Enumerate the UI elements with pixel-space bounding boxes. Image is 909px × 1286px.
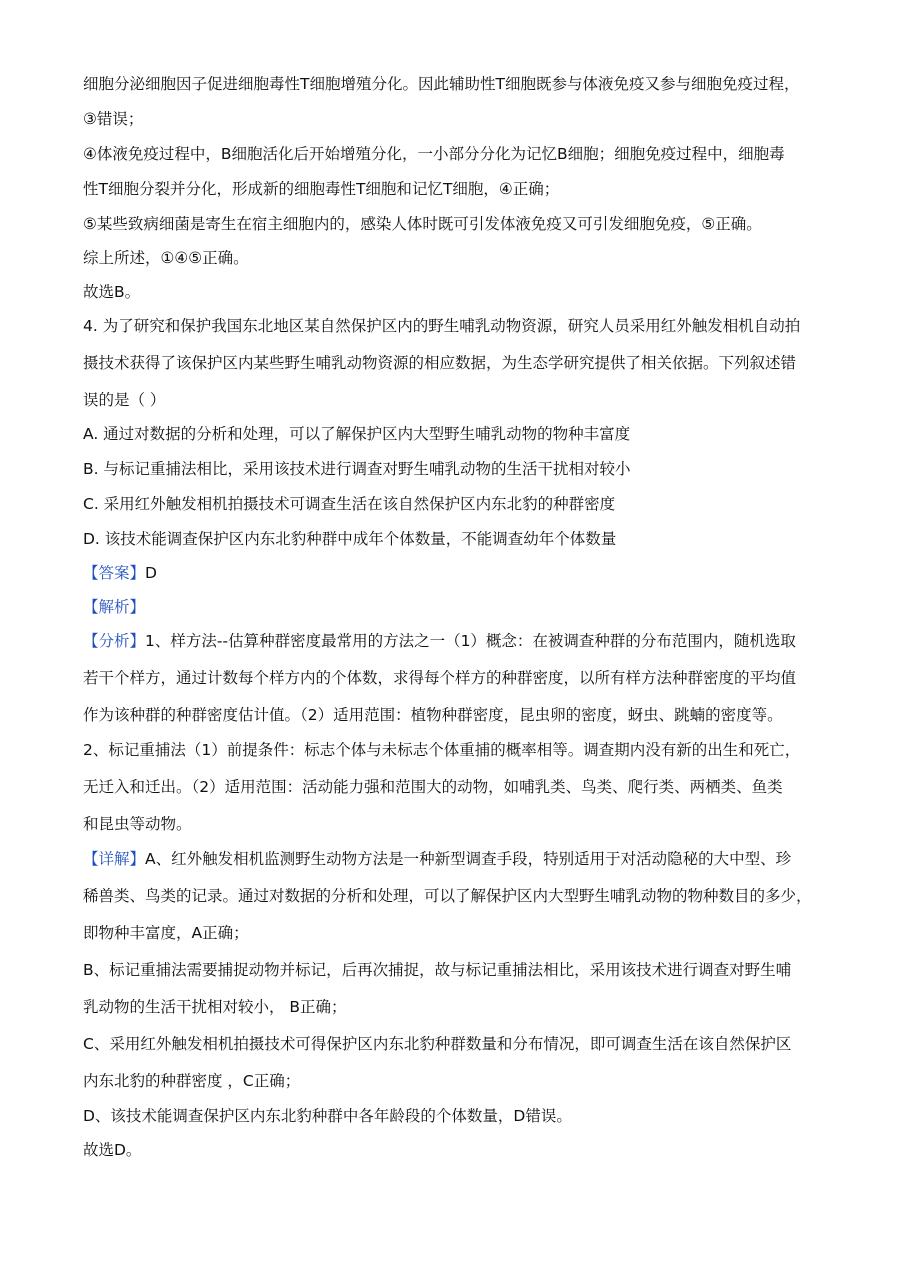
question-stem: 摄技术获得了该保护区内某些野生哺乳动物资源的相应数据，为生态学研究提供了相关依据。下列叙述错 xyxy=(83,354,797,372)
xiangjie-line: C、采用红外触发相机拍摄技术可得保护区内东北豹种群数量和分布情况，即可调查生活在该自然保护区 xyxy=(83,1035,792,1053)
fenxi-line: 和昆虫等动物。 xyxy=(83,815,192,833)
xiangjie-line: 乳动物的生活干扰相对较小， B正确； xyxy=(83,998,347,1016)
option-c: C. 采用红外触发相机拍摄技术可调查生活在该自然保护区内东北豹的种群密度 xyxy=(83,495,616,513)
xiangjie-tag: 【详解】 xyxy=(83,850,146,868)
xiangjie-line: 即物种丰富度，A正确； xyxy=(83,924,249,942)
fenxi-line: 作为该种群的种群密度估计值。（2）适用范围：植物种群密度，昆虫卵的密度，蚜虫、跳蝻的密度等。 xyxy=(83,706,783,724)
xiangjie-text: A、红外触发相机监测野生动物方法是一种新型调查手段，特别适用于对活动隐秘的大中型、珍 xyxy=(145,850,792,868)
text-line: ④体液免疫过程中，B细胞活化后开始增殖分化，一小部分分化为记忆B细胞；细胞免疫过程中，细胞毒 xyxy=(83,145,785,163)
answer-line xyxy=(83,563,843,583)
xiangjie-line: B、标记重捕法需要捕捉动物并标记，后再次捕捉，故与标记重捕法相比，采用该技术进行调查对野生哺 xyxy=(83,961,792,979)
text-line: ⑤某些致病细菌是寄生在宿主细胞内的，感染人体时既可引发体液免疫又可引发细胞免疫，⑤正确。 xyxy=(83,215,762,233)
xiangjie-line: 故选D。 xyxy=(83,1141,142,1159)
analysis-tag: 【解析】 xyxy=(83,598,146,616)
text-line: 细胞分泌细胞因子促进细胞毒性T细胞增殖分化。因此辅助性T细胞既参与体液免疫又参与细胞免疫过程， xyxy=(83,75,800,93)
fenxi-line: 无迁入和迁出。（2）适用范围：活动能力强和范围大的动物，如哺乳类、鸟类、爬行类、两栖类、鱼类 xyxy=(83,778,783,796)
fenxi-tag: 【分析】 xyxy=(83,632,146,650)
analysis-heading xyxy=(83,597,843,617)
option-a: A. 通过对数据的分析和处理，可以了解保护区内大型野生哺乳动物的物种丰富度 xyxy=(83,425,631,443)
text-line: 性T细胞分裂并分化，形成新的细胞毒性T细胞和记忆T细胞，④正确； xyxy=(83,180,560,198)
option-b: B. 与标记重捕法相比，采用该技术进行调查对野生哺乳动物的生活干扰相对较小 xyxy=(83,460,631,478)
fenxi-line: 若干个样方，通过计数每个样方内的个体数，求得每个样方的种群密度，以所有样方法种群密度的平均值 xyxy=(83,669,797,687)
answer-tag: 【答案】 xyxy=(83,564,146,582)
text-line: 综上所述，①④⑤正确。 xyxy=(83,249,249,267)
fenxi-line: 2、标记重捕法（1）前提条件：标志个体与未标志个体重捕的概率相等。调查期内没有新的出生和死亡， xyxy=(83,741,801,759)
xiangjie-line: 稀兽类、鸟类的记录。通过对数据的分析和处理，可以了解保护区内大型野生哺乳动物的物种数目的多少， xyxy=(83,887,812,905)
document-body xyxy=(83,74,843,1160)
xiangjie-line xyxy=(83,849,843,869)
fenxi-text: 1、样方法--估算种群密度最常用的方法之一（1）概念：在被调查种群的分布范围内，随机选取 xyxy=(145,632,796,650)
xiangjie-line: 内东北豹的种群密度 ，C正确； xyxy=(83,1072,301,1090)
xiangjie-line: D、该技术能调查保护区内东北豹种群中各年龄段的个体数量，D错误。 xyxy=(83,1107,572,1125)
fenxi-line xyxy=(83,631,843,651)
question-stem: 误的是（ ） xyxy=(83,391,166,409)
text-line: ③错误； xyxy=(83,110,144,128)
text-line: 故选B。 xyxy=(83,283,141,301)
option-d: D. 该技术能调查保护区内东北豹种群中成年个体数量，不能调查幼年个体数量 xyxy=(83,530,617,548)
answer-value: D xyxy=(145,564,157,582)
question-stem: 4. 为了研究和保护我国东北地区某自然保护区内的野生哺乳动物资源，研究人员采用红外触发相机自动拍 xyxy=(83,317,801,335)
